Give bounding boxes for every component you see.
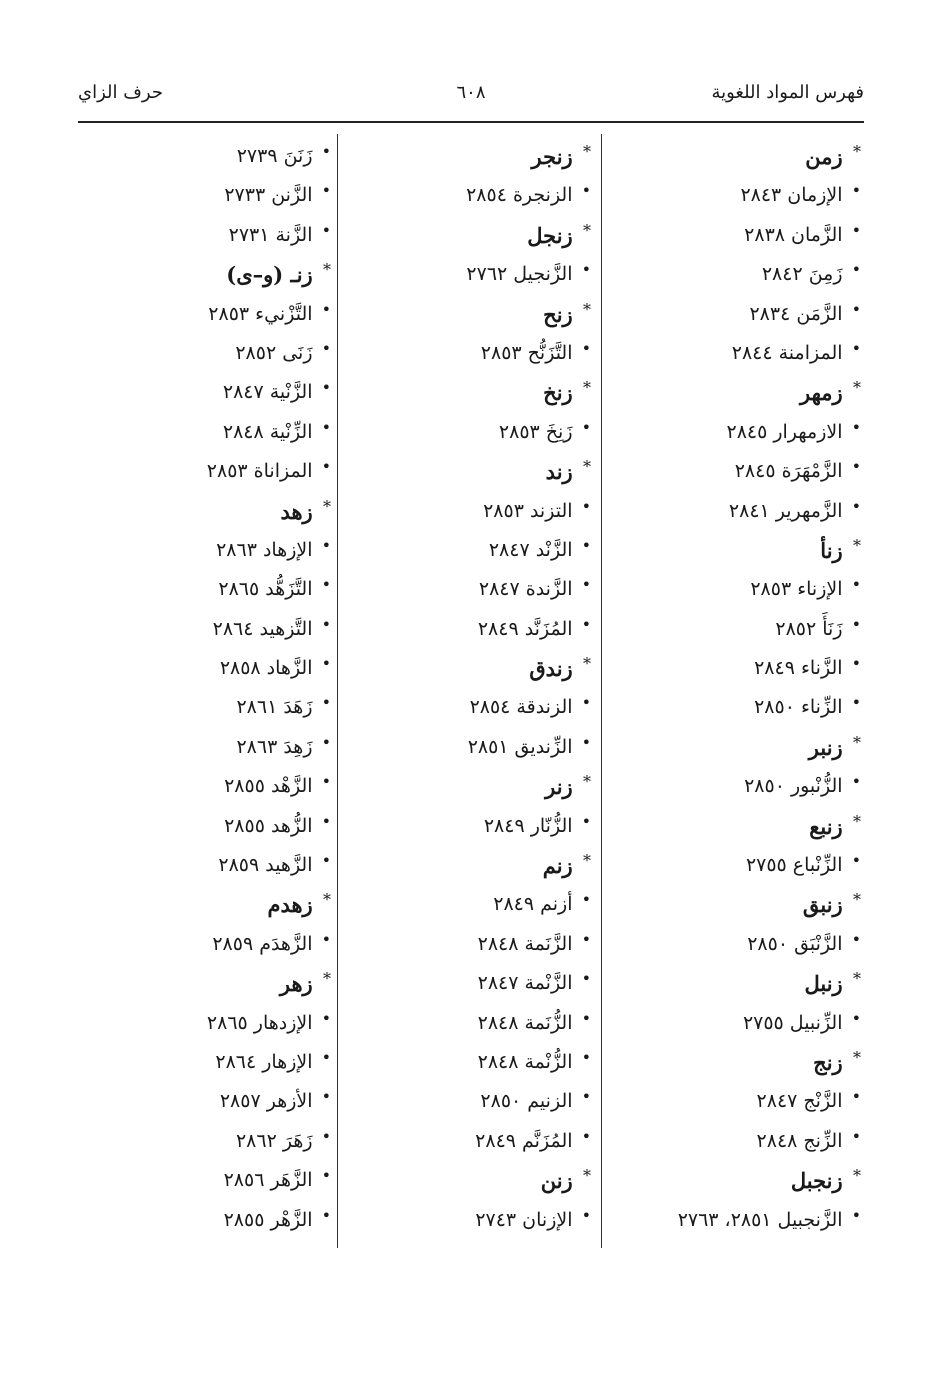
root-heading-text: زنجر	[531, 144, 573, 169]
bullet-icon: •	[321, 1087, 331, 1107]
page-number: ٦٠٨	[456, 82, 486, 103]
index-entry	[81, 1122, 331, 1161]
bullet-icon: •	[581, 1047, 591, 1067]
index-entry	[81, 649, 331, 688]
root-heading	[361, 295, 591, 334]
asterisk-icon: *	[323, 496, 331, 516]
index-entry	[361, 807, 591, 846]
bullet-icon: •	[581, 1087, 591, 1107]
bullet-icon: •	[581, 338, 591, 358]
bullet-icon: •	[581, 969, 591, 989]
index-entry-text: التَّزْنيء ٢٨٥٣	[208, 302, 313, 325]
bullet-icon: •	[321, 1047, 331, 1067]
index-entry-text: الزَّنْد ٢٨٤٧	[488, 538, 573, 561]
root-heading	[361, 216, 591, 255]
bullet-icon: •	[321, 378, 331, 398]
index-entry-text: أزنم ٢٨٤٩	[493, 893, 573, 916]
bullet-icon: •	[851, 260, 861, 280]
index-entry	[361, 334, 591, 373]
root-heading-text: زنخ	[543, 380, 573, 406]
index-entry	[611, 649, 861, 688]
index-entry-text: الزَّمَن ٢٨٣٤	[749, 302, 843, 325]
index-entry	[611, 492, 861, 531]
index-entry	[81, 1161, 331, 1200]
index-entry	[81, 1004, 331, 1043]
index-entry	[81, 176, 331, 215]
root-heading	[611, 1161, 861, 1200]
bullet-icon: •	[581, 929, 591, 949]
index-entry	[81, 1201, 331, 1240]
root-heading	[361, 767, 591, 806]
bullet-icon: •	[321, 929, 331, 949]
index-entry	[361, 492, 591, 531]
index-entry-text: زَهَرَ ٢٨٦٢	[235, 1129, 313, 1152]
index-entry-text: زَنِخَ ٢٨٥٣	[498, 420, 573, 443]
index-entry	[81, 767, 331, 806]
bullet-icon: •	[851, 1008, 861, 1028]
index-entry	[81, 137, 331, 176]
bullet-icon: •	[851, 614, 861, 634]
bullet-icon: •	[581, 811, 591, 831]
index-entry-text: الزَّندة ٢٨٤٧	[478, 578, 573, 601]
index-entry-text: المزاناة ٢٨٥٣	[206, 460, 313, 483]
root-heading	[361, 452, 591, 491]
index-entry-text: الإزمان ٢٨٤٣	[740, 184, 843, 207]
asterisk-icon: *	[853, 378, 861, 398]
root-heading-text: زنجل	[527, 222, 573, 248]
index-entry-text: الزَّهدَم ٢٨٥٩	[212, 932, 313, 955]
index-entry-text: الزندقة ٢٨٥٤	[469, 696, 573, 719]
root-heading	[81, 885, 331, 924]
root-heading-text: زنبع	[809, 813, 843, 839]
index-entry	[81, 728, 331, 767]
index-entry-text: الزَّنن ٢٧٣٣	[224, 184, 313, 207]
root-heading-text: زهر	[279, 971, 313, 997]
index-entry	[81, 334, 331, 373]
index-entry-text: الزَّنَمة ٢٨٤٨	[477, 932, 573, 955]
asterisk-icon: *	[853, 142, 861, 161]
bullet-icon: •	[851, 929, 861, 949]
header-rule	[78, 121, 864, 123]
root-heading	[361, 649, 591, 688]
root-heading-text: زنح	[543, 301, 573, 327]
bullet-icon: •	[321, 851, 331, 871]
index-entry-text: زَنَأَ ٢٨٥٢	[775, 617, 843, 640]
asterisk-icon: *	[853, 1047, 861, 1067]
index-entry	[81, 1043, 331, 1082]
root-heading	[611, 531, 861, 570]
root-heading	[81, 492, 331, 531]
bullet-icon: •	[321, 732, 331, 752]
bullet-icon: •	[581, 1008, 591, 1028]
index-entry-text: الإزدهار ٢٨٦٥	[206, 1011, 313, 1034]
index-entry-text: زَهَدَ ٢٨٦١	[236, 696, 313, 719]
index-entry-text: الازمهرار ٢٨٤٥	[726, 420, 843, 443]
asterisk-icon: *	[583, 299, 591, 319]
index-entry	[81, 688, 331, 727]
index-entry	[81, 373, 331, 412]
index-entry-text: الزَّمان ٢٨٣٨	[744, 223, 843, 246]
bullet-icon: •	[321, 535, 331, 555]
root-heading	[361, 373, 591, 412]
bullet-icon: •	[581, 260, 591, 280]
index-entry-text: الزنيم ٢٨٥٠	[480, 1090, 573, 1113]
asterisk-icon: *	[583, 142, 591, 161]
root-heading	[81, 964, 331, 1003]
root-heading-text: زنم	[542, 853, 573, 879]
bullet-icon: •	[581, 181, 591, 201]
index-entry-text: زَنَنَ ٢٧٣٩	[236, 145, 313, 167]
index-entry-text: الزَّمْهَرَة ٢٨٤٥	[734, 460, 843, 483]
index-entry-text: المُزَنَّد ٢٨٤٩	[477, 617, 573, 640]
index-entry-text: التزند ٢٨٥٣	[483, 499, 573, 522]
index-entry	[81, 570, 331, 609]
asterisk-icon: *	[583, 220, 591, 240]
index-entry-text: التَّزَنُّح ٢٨٥٣	[480, 341, 573, 364]
index-entry-text: الزَّهْر ٢٨٥٥	[223, 1208, 313, 1231]
index-entry	[611, 334, 861, 373]
index-title: فهرس المواد اللغوية	[711, 82, 864, 103]
index-entry	[611, 1201, 861, 1240]
index-entry-text: الزَّهيد ٢٨٥٩	[218, 854, 313, 877]
index-entry-text: الزَّنة ٢٧٣١	[228, 223, 313, 246]
asterisk-icon: *	[583, 654, 591, 674]
index-entry-text: الزِّنْباع ٢٧٥٥	[745, 854, 843, 877]
index-entry-text: التَّزهيد ٢٨٦٤	[212, 617, 313, 640]
bullet-icon: •	[321, 1008, 331, 1028]
index-entry	[611, 176, 861, 215]
index-entry-text: المُزَنَّم ٢٨٤٩	[475, 1129, 573, 1152]
asterisk-icon: *	[853, 732, 861, 752]
asterisk-icon: *	[323, 890, 331, 910]
root-heading	[611, 728, 861, 767]
index-entry	[611, 452, 861, 491]
root-heading-text: زنأ	[820, 537, 843, 563]
root-heading-text: زنبر	[808, 734, 843, 760]
asterisk-icon: *	[583, 378, 591, 398]
root-heading-text: زهد	[280, 498, 313, 524]
index-entry	[361, 925, 591, 964]
bullet-icon: •	[321, 614, 331, 634]
index-entry	[81, 531, 331, 570]
bullet-icon: •	[851, 220, 861, 240]
bullet-icon: •	[581, 614, 591, 634]
index-entry	[81, 452, 331, 491]
index-entry	[81, 413, 331, 452]
index-entry	[361, 255, 591, 294]
index-entry-text: الزُّنّار ٢٨٤٩	[483, 814, 573, 837]
index-entry-text: الزُّهد ٢٨٥٥	[224, 814, 313, 837]
bullet-icon: •	[321, 575, 331, 595]
root-heading-text: زنـ (و–ى)	[226, 262, 313, 288]
asterisk-icon: *	[853, 969, 861, 989]
bullet-icon: •	[851, 772, 861, 792]
index-entry	[361, 570, 591, 609]
index-entry-text: الزَّمهرير ٢٨٤١	[728, 499, 843, 522]
index-entry-text: الزَّنجيل ٢٧٦٢	[466, 263, 573, 286]
index-entry	[81, 807, 331, 846]
bullet-icon: •	[321, 811, 331, 831]
index-entry	[361, 885, 591, 924]
bullet-icon: •	[851, 181, 861, 201]
index-entry	[361, 610, 591, 649]
index-entry-text: زَهِدَ ٢٨٦٣	[236, 735, 313, 758]
index-entry	[611, 1082, 861, 1121]
index-entry	[361, 1201, 591, 1240]
bullet-icon: •	[321, 220, 331, 240]
bullet-icon: •	[321, 654, 331, 674]
index-entry-text: الزَّناء ٢٨٤٩	[754, 657, 843, 680]
bullet-icon: •	[851, 457, 861, 477]
bullet-icon: •	[321, 772, 331, 792]
index-entry-text: الزَّنْج ٢٨٤٧	[756, 1090, 843, 1113]
bullet-icon: •	[851, 1126, 861, 1146]
index-entry-text: الأزهر ٢٨٥٧	[219, 1090, 313, 1113]
index-entry-text: الإزنان ٢٧٤٣	[475, 1208, 573, 1231]
asterisk-icon: *	[323, 969, 331, 989]
asterisk-icon: *	[853, 535, 861, 555]
page-header	[78, 82, 864, 116]
section-title: حرف الزاي	[78, 82, 163, 103]
index-entry	[611, 846, 861, 885]
index-entry	[361, 1043, 591, 1082]
index-entry-text: الزِّنديق ٢٨٥١	[467, 735, 573, 758]
bullet-icon: •	[581, 1205, 591, 1225]
index-entry-text: التَّزَهُّد ٢٨٦٥	[218, 578, 313, 601]
index-entry	[611, 610, 861, 649]
bullet-icon: •	[851, 299, 861, 319]
index-entry	[361, 413, 591, 452]
index-entry	[611, 413, 861, 452]
index-column-left	[81, 137, 331, 1240]
index-column-right	[611, 137, 861, 1240]
bullet-icon: •	[851, 417, 861, 437]
index-entry-text: الزُّنَمة ٢٨٤٨	[477, 1011, 573, 1034]
bullet-icon: •	[321, 1166, 331, 1186]
index-entry-text: زَنَى ٢٨٥٢	[235, 341, 313, 364]
bullet-icon: •	[581, 693, 591, 713]
root-heading	[611, 807, 861, 846]
bullet-icon: •	[851, 1087, 861, 1107]
root-heading-text: زهدم	[267, 892, 313, 918]
index-entry	[81, 846, 331, 885]
index-entry	[361, 531, 591, 570]
index-entry-text: الزنجرة ٢٨٥٤	[466, 184, 573, 207]
column-divider-right	[601, 134, 602, 1248]
index-entry	[361, 688, 591, 727]
bullet-icon: •	[851, 654, 861, 674]
index-entry	[361, 728, 591, 767]
root-heading	[611, 373, 861, 412]
asterisk-icon: *	[583, 851, 591, 871]
index-entry	[611, 1004, 861, 1043]
root-heading-text: زنبق	[802, 892, 843, 918]
bullet-icon: •	[581, 417, 591, 437]
bullet-icon: •	[581, 496, 591, 516]
index-entry-text: زَمِنَ ٢٨٤٢	[761, 263, 843, 286]
bullet-icon: •	[321, 1205, 331, 1225]
index-entry-text: الإزناء ٢٨٥٣	[750, 578, 843, 601]
bullet-icon: •	[581, 575, 591, 595]
bullet-icon: •	[321, 299, 331, 319]
column-divider-left	[337, 134, 338, 1248]
root-heading-text: زند	[545, 459, 573, 485]
root-heading-text: زمن	[805, 144, 843, 169]
index-entry	[81, 610, 331, 649]
index-entry-text: الزَّنْية ٢٨٤٧	[222, 381, 313, 404]
root-heading	[611, 964, 861, 1003]
bullet-icon: •	[321, 417, 331, 437]
root-heading-text: زنر	[545, 774, 573, 800]
index-entry-text: الزَّنْبَق ٢٨٥٠	[747, 932, 843, 955]
index-entry	[611, 767, 861, 806]
index-entry-text: الزَّنجبيل ٢٨٥١، ٢٧٦٣	[677, 1208, 843, 1231]
bullet-icon: •	[581, 1126, 591, 1146]
root-heading	[611, 1043, 861, 1082]
index-entry	[361, 1122, 591, 1161]
asterisk-icon: *	[853, 1166, 861, 1186]
bullet-icon: •	[321, 181, 331, 201]
index-entry	[81, 295, 331, 334]
index-entry	[81, 925, 331, 964]
index-column-middle	[361, 137, 591, 1240]
bullet-icon: •	[851, 851, 861, 871]
bullet-icon: •	[321, 338, 331, 358]
bullet-icon: •	[321, 142, 331, 161]
bullet-icon: •	[851, 693, 861, 713]
root-heading	[361, 846, 591, 885]
index-entry	[611, 295, 861, 334]
asterisk-icon: *	[853, 811, 861, 831]
index-entry-text: المزامنة ٢٨٤٤	[731, 341, 843, 364]
index-entry-text: الزِّنبيل ٢٧٥٥	[742, 1011, 843, 1034]
root-heading-text: زنجبل	[790, 1168, 843, 1194]
index-entry-text: الزَّهَر ٢٨٥٦	[223, 1169, 313, 1192]
index-entry-text: الزَّنْمة ٢٨٤٧	[477, 972, 573, 995]
asterisk-icon: *	[583, 457, 591, 477]
asterisk-icon: *	[583, 772, 591, 792]
index-entry	[611, 688, 861, 727]
index-entry	[361, 964, 591, 1003]
asterisk-icon: *	[323, 260, 331, 280]
index-entry	[361, 1004, 591, 1043]
index-entry-text: الزَّهْد ٢٨٥٥	[224, 775, 313, 798]
root-heading-text: زنج	[813, 1049, 843, 1075]
index-entry	[81, 1082, 331, 1121]
bullet-icon: •	[581, 535, 591, 555]
index-entry-text: الزَّهاد ٢٨٥٨	[219, 657, 313, 680]
asterisk-icon: *	[853, 890, 861, 910]
bullet-icon: •	[851, 496, 861, 516]
index-entry-text: الزِّنْية ٢٨٤٨	[222, 420, 313, 443]
index-entry	[611, 925, 861, 964]
index-entry	[611, 570, 861, 609]
index-entry	[611, 1122, 861, 1161]
bullet-icon: •	[851, 338, 861, 358]
root-heading-text: زندق	[529, 656, 573, 682]
root-heading	[611, 885, 861, 924]
root-heading-text: زنبل	[804, 971, 843, 997]
root-heading	[361, 1161, 591, 1200]
index-entry-text: الزُّنْمة ٢٨٤٨	[477, 1050, 573, 1073]
index-entry-text: الزِّنج ٢٨٤٨	[756, 1129, 843, 1152]
index-entry-text: الإزهار ٢٨٦٤	[215, 1050, 313, 1073]
index-entry	[81, 216, 331, 255]
asterisk-icon: *	[583, 1166, 591, 1186]
root-heading-text: زمهر	[800, 380, 843, 406]
index-entry-text: الإزهاد ٢٨٦٣	[216, 538, 313, 561]
bullet-icon: •	[851, 575, 861, 595]
bullet-icon: •	[851, 1205, 861, 1225]
root-heading	[81, 255, 331, 294]
index-entry	[361, 176, 591, 215]
bullet-icon: •	[321, 1126, 331, 1146]
index-entry	[611, 255, 861, 294]
root-heading	[361, 137, 591, 176]
index-entry-text: الزُّنْبور ٢٨٥٠	[744, 775, 843, 798]
bullet-icon: •	[321, 693, 331, 713]
index-entry	[611, 216, 861, 255]
root-heading	[611, 137, 861, 176]
root-heading-text: زنن	[540, 1168, 573, 1194]
index-entry	[361, 1082, 591, 1121]
bullet-icon: •	[581, 732, 591, 752]
index-entry-text: الزِّناء ٢٨٥٠	[754, 696, 843, 719]
bullet-icon: •	[321, 457, 331, 477]
bullet-icon: •	[581, 890, 591, 910]
